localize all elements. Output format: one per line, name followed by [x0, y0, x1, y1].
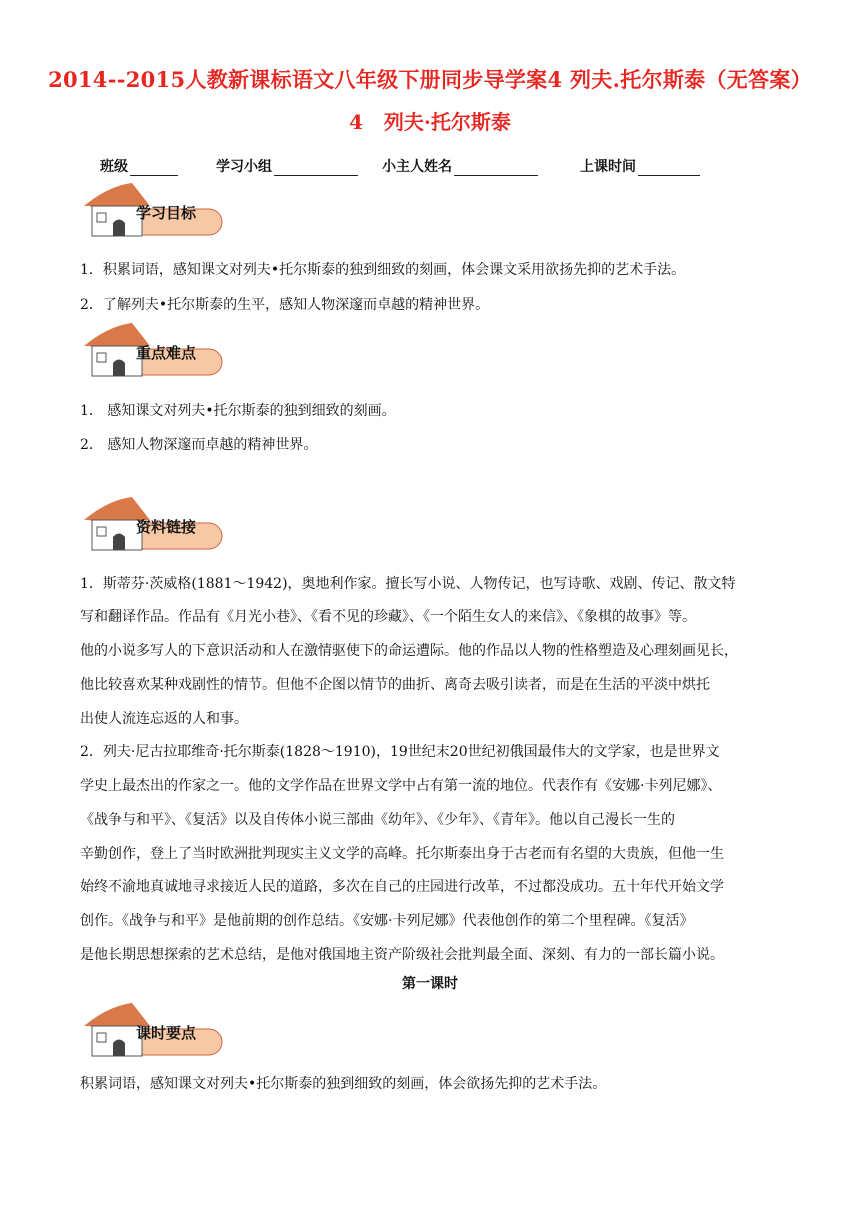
- class-time-label: 上课时间: [580, 159, 636, 175]
- class-blank[interactable]: [130, 159, 178, 176]
- resource-line: 他的小说多写人的下意识活动和人在激情驱使下的命运遭际。他的作品以人物的性格塑造及心理刻画见长，: [80, 643, 738, 659]
- lesson-title: 4 列夫·托尔斯泰: [349, 110, 511, 134]
- period-sub-heading: 第一课时: [402, 976, 458, 992]
- resource-line: 辛勤创作，登上了当时欧洲批判现实主义文学的高峰。托尔斯泰出身于古老而有名望的大贵族，但他一生: [80, 846, 724, 862]
- objectives-heading: 学习目标: [136, 204, 197, 222]
- resource-line: 1．斯蒂芬·茨威格(1881～1942)，奥地利作家。擅长写小说、人物传记，也写诗歌、戏剧、传记、散文特: [80, 576, 736, 592]
- resource-line: 创作。《战争与和平》是他前期的创作总结。《安娜·卡列尼娜》代表他创作的第二个里程碑。《复活》: [80, 913, 694, 929]
- resource-line: 是他长期思想探索的艺术总结，是他对俄国地主资产阶级社会批判最全面、深刻、有力的一部长篇小说。: [80, 947, 724, 963]
- resource-line: 《战争与和平》、《复活》以及自传体小说三部曲《幼年》、《少年》、《青年》。他以自己漫长一生的: [80, 812, 675, 828]
- resource-line: 学史上最杰出的作家之一。他的文学作品在世界文学中占有第一流的地位。代表作有《安娜·卡列尼娜》、: [80, 778, 722, 794]
- resource-line: 他比较喜欢某种戏剧性的情节。但他不企图以情节的曲折、离奇去吸引读者，而是在生活的平淡中烘托: [80, 677, 710, 693]
- objective-item-1: 1．积累词语，感知课文对列夫•托尔斯泰的独到细致的刻画，体会课文采用欲扬先抑的艺术手法。: [80, 262, 686, 278]
- class-time-blank[interactable]: [638, 159, 700, 176]
- resource-line: 出使人流连忘返的人和事。: [80, 711, 248, 727]
- class-time-field[interactable]: [580, 156, 700, 176]
- resources-heading: 资料链接: [136, 518, 197, 536]
- key-points-badge: [80, 320, 230, 378]
- key-point-item-2: 2． 感知人物深邃而卓越的精神世界。: [80, 437, 318, 453]
- key-points-heading: 重点难点: [136, 344, 197, 362]
- host-name-label: 小主人姓名: [382, 159, 452, 175]
- document-title: 2014--2015人教新课标语文八年级下册同步导学案4 列夫.托尔斯泰（无答案）: [48, 67, 812, 92]
- period-points-heading: 课时要点: [136, 1024, 197, 1042]
- resources-badge: [80, 494, 230, 552]
- period-points-badge: [80, 1000, 230, 1058]
- resource-line: 写和翻译作品。作品有《月光小巷》、《看不见的珍藏》、《一个陌生女人的来信》、《象棋的故事》等。: [80, 609, 696, 625]
- host-name-blank[interactable]: [454, 159, 538, 176]
- objective-item-2: 2．了解列夫•托尔斯泰的生平，感知人物深邃而卓越的精神世界。: [80, 297, 490, 313]
- resource-line: 2．列夫·尼古拉耶维奇·托尔斯泰(1828～1910)，19世纪末20世纪初俄国最伟大的文学家，也是世界文: [80, 744, 720, 760]
- class-label: 班级: [100, 159, 128, 175]
- key-point-item-1: 1． 感知课文对列夫•托尔斯泰的独到细致的刻画。: [80, 403, 396, 419]
- objectives-badge: [80, 180, 230, 238]
- host-name-field[interactable]: [382, 156, 538, 176]
- group-label: 学习小组: [216, 159, 272, 175]
- period-points-text: 积累词语，感知课文对列夫•托尔斯泰的独到细致的刻画，体会欲扬先抑的艺术手法。: [80, 1076, 607, 1092]
- group-field[interactable]: [216, 156, 358, 176]
- resource-line: 始终不渝地真诚地寻求接近人民的道路，多次在自己的庄园进行改革，不过都没成功。五十年代开始文学: [80, 879, 724, 895]
- group-blank[interactable]: [274, 159, 358, 176]
- class-field[interactable]: [100, 156, 178, 176]
